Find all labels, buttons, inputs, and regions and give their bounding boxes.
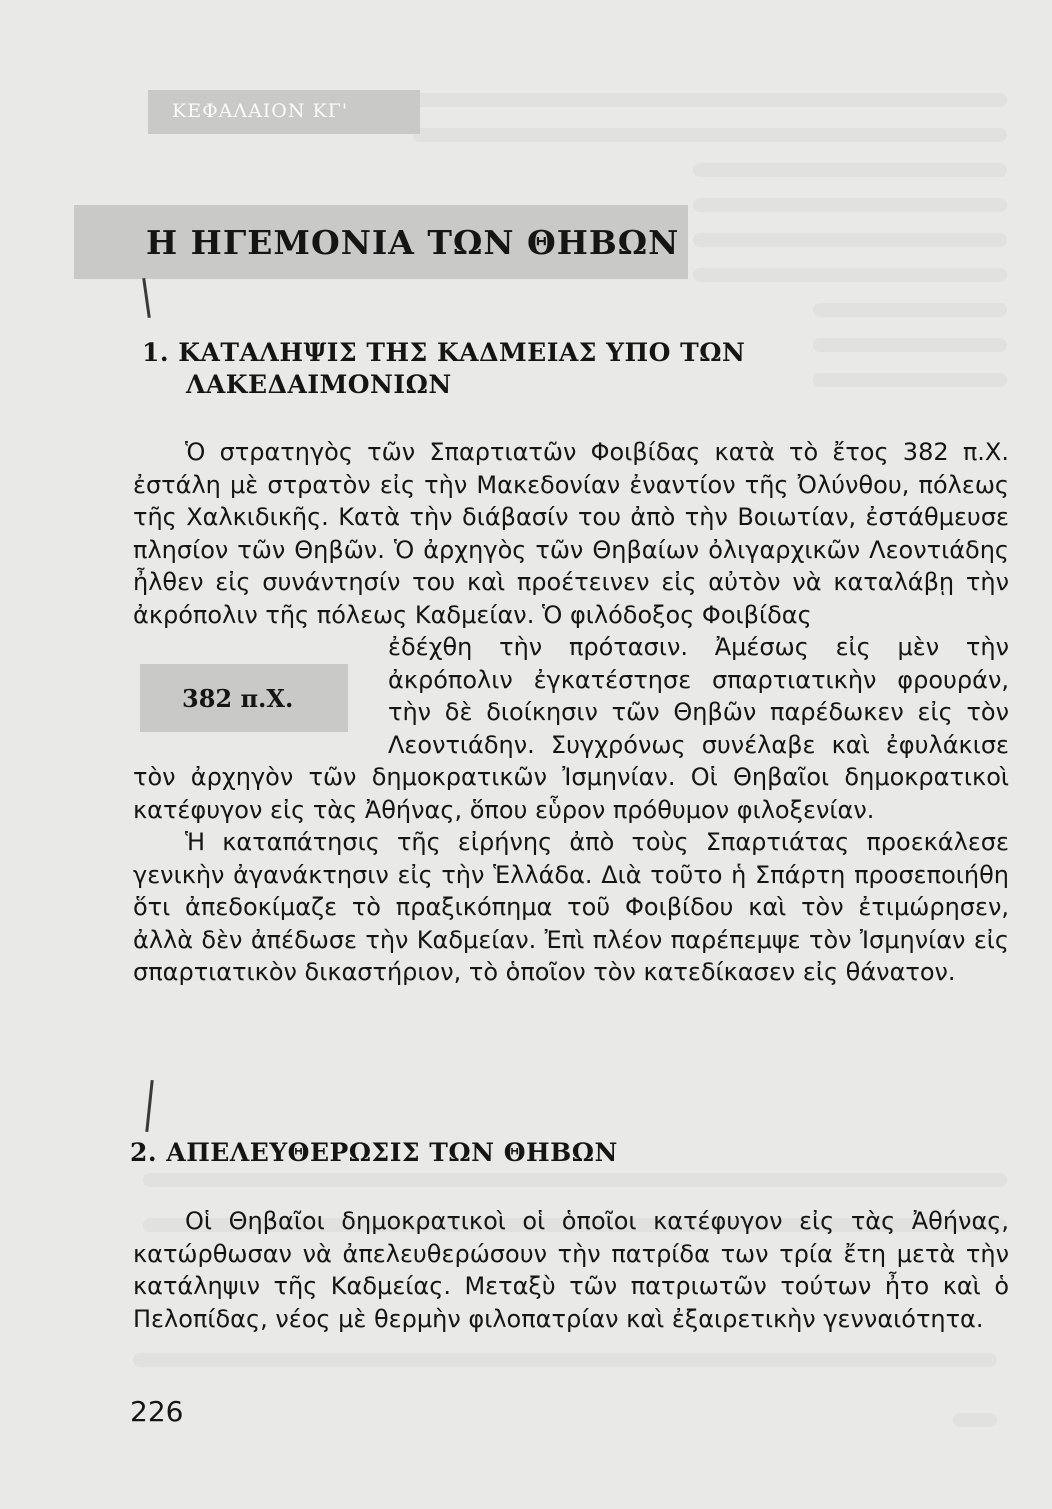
section-1-heading-line-2: ΛΑΚΕΔΑΙΜΟΝΙΩΝ: [186, 370, 452, 399]
chapter-title-box: [74, 205, 688, 279]
chapter-title: Η ΗΓΕΜΟΝΙΑ ΤΩΝ ΘΗΒΩΝ: [146, 223, 680, 262]
section-1-paragraph-1-continued: ἐδέχθη τὴν πρότασιν. Ἀμέσως εἰς μὲν τὴν ἀκρόπολιν ἐγκατέστησε σπαρτιατικὴν φρουράν, τὴν δὲ διοίκησιν τῶν Θηβῶν παρέδωκεν εἰς τὸν Λεοντιάδην. Συγχρόνως συνέλαβε καὶ ἐφυλάκισε τὸν ἀρχηγὸν τῶν δημοκρατικῶν Ἰσμηνίαν. Οἱ Θηβαῖοι δημοκρατικοὶ κατέφυγον εἰς τὰς Ἀθήνας, ὅπου εὗρον πρόθυμον φιλοξενίαν.: [133, 633, 1009, 824]
section-2-paragraph-1: Οἱ Θηβαῖοι δημοκρατικοὶ οἱ ὁποῖοι κατέφυγον εἰς τὰς Ἀθήνας, κατώρθωσαν νὰ ἀπελευθερώσουν τὴν πατρίδα των τρία ἔτη μετὰ τὴν κατάληψιν τῆς Καδμείας. Μεταξὺ τῶν πατριωτῶν τούτων ἦτο καὶ ὁ Πελοπίδας, νέος μὲ θερμὴν φιλοπατρίαν καὶ ἐξαιρετικὴν γενναιότητα.: [133, 1207, 1009, 1333]
section-2-body: [133, 1205, 1009, 1335]
section-2-heading: 2. ΑΠΕΛΕΥΘΕΡΩΣΙΣ ΤΩΝ ΘΗΒΩΝ: [130, 1138, 618, 1167]
section-1-paragraph-1: Ὁ στρατηγὸς τῶν Σπαρτιατῶν Φοιβίδας κατὰ τὸ ἔτος 382 π.Χ. ἐστάλη μὲ στρατὸν εἰς τὴν Μακεδονίαν ἐναντίον τῆς Ὀλύνθου, πόλεως τῆς Χαλκιδικῆς. Κατὰ τὴν διάβασίν του ἀπὸ τὴν Βοιωτίαν, ἐστάθμευσε πλησίον τῶν Θηβῶν. Ὁ ἀρχηγὸς τῶν Θηβαίων ὀλιγαρχικῶν Λεοντιάδης ἦλθεν εἰς συνάντησίν του καὶ προέτεινεν εἰς αὐτὸν νὰ καταλάβῃ τὴν ἀκρόπολιν τῆς πόλεως Καδμείαν. Ὁ φιλόδοξος Φοιβίδας: [133, 438, 1009, 629]
section-1-paragraph-2: Ἡ καταπάτησις τῆς εἰρήνης ἀπὸ τοὺς Σπαρτιάτας προεκάλεσε γενικὴν ἀγανάκτησιν εἰς τὴν Ἑλλάδα. Διὰ τοῦτο ἡ Σπάρτη προσεποιήθη ὅτι ἀπεδοκίμαζε τὸ πραξικόπημα τοῦ Φοιβίδου καὶ τὸν ἐτιμώρησεν, ἀλλὰ δὲν ἀπέδωσε τὴν Καδμείαν. Ἐπὶ πλέον παρέπεμψε τὸν Ἰσμηνίαν εἰς σπαρτιατικὸν δικαστήριον, τὸ ὁποῖον τὸν κατεδίκασεν εἰς θάνατον.: [133, 828, 1009, 986]
chapter-label: ΚΕΦΑΛΑΙΟΝ ΚΓ': [172, 100, 349, 122]
date-margin-box: [140, 664, 348, 732]
date-label: 382 π.Χ.: [182, 684, 294, 713]
chapter-label-box: [148, 90, 420, 134]
section-1-heading-line-1: 1. ΚΑΤΑΛΗΨΙΣ ΤΗΣ ΚΑΔΜΕΙΑΣ ΥΠΟ ΤΩΝ: [142, 338, 746, 367]
page-number: 226: [130, 1395, 184, 1428]
